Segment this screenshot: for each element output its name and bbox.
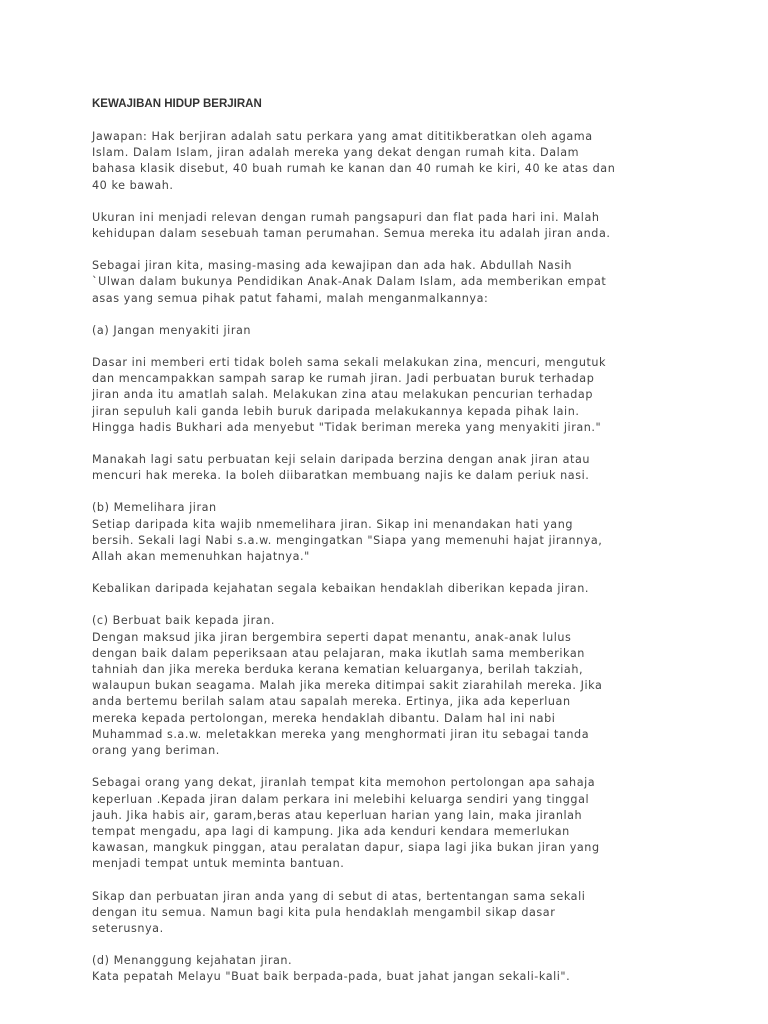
text-line: jauh. Jika habis air, garam,beras atau keperluan harian yang lain, maka jiranlah [92, 808, 583, 822]
text-line: 40 ke bawah. [92, 178, 174, 192]
text-line: kehidupan dalam sesebuah taman perumahan. Semua mereka itu adalah jiran anda. [92, 227, 611, 241]
paragraph [92, 323, 692, 339]
text-line: bersih. Sekali lagi Nabi s.a.w. mengingatkan "Siapa yang memenuhi hajat jirannya, [92, 533, 603, 547]
text-line: Hingga hadis Bukhari ada menyebut "Tidak beriman mereka yang menyakiti jiran." [92, 420, 602, 434]
text-line: jiran anda itu amatlah salah. Melakukan zina atau melakukan pencurian terhadap [92, 388, 593, 402]
text-line: mencuri hak mereka. Ia boleh diibaratkan membuang najis ke dalam periuk nasi. [92, 469, 590, 483]
text-line: dengan baik dalam peperiksaan atau pelajaran, maka ikutlah sama memberikan [92, 646, 585, 660]
text-line: walaupun bukan seagama. Malah jika mereka ditimpai sakit ziarahilah mereka. Jika [92, 679, 603, 693]
document-title: KEWAJIBAN HIDUP BERJIRAN [92, 98, 262, 110]
paragraph [92, 210, 692, 242]
text-line: jiran sepuluh kali ganda lebih buruk daripada melakukannya kepada pihak lain. [92, 404, 580, 418]
text-line: mereka kepada pertolongan, mereka hendaklah dibantu. Dalam hal ini nabi [92, 711, 556, 725]
text-line: (a) Jangan menyakiti jiran [92, 323, 252, 337]
document-page [92, 96, 692, 1002]
text-line: Setiap daripada kita wajib nmemelihara jiran. Sikap ini menandakan hati yang [92, 517, 573, 531]
text-line: Sikap dan perbuatan jiran anda yang di sebut di atas, bertentangan sama sekali [92, 889, 586, 903]
text-line: Sebagai jiran kita, masing-masing ada kewajipan dan ada hak. Abdullah Nasih [92, 259, 573, 273]
text-line: dan mencampakkan sampah sarap ke rumah jiran. Jadi perbuatan buruk terhadap [92, 372, 595, 386]
paragraph [92, 889, 692, 938]
text-line: asas yang semua pihak patut fahami, malah menganmalkannya: [92, 291, 489, 305]
text-line: orang yang beriman. [92, 744, 220, 758]
paragraph [92, 581, 692, 597]
text-line: bahasa klasik disebut, 40 buah rumah ke kanan dan 40 rumah ke kiri, 40 ke atas dan [92, 162, 616, 176]
paragraph [92, 613, 692, 759]
text-line: Sebagai orang yang dekat, jiranlah tempat kita memohon pertolongan apa sahaja [92, 776, 596, 790]
text-line: Manakah lagi satu perbuatan keji selain daripada berzina dengan anak jiran atau [92, 453, 591, 467]
paragraph [92, 258, 692, 307]
text-line: Ukuran ini menjadi relevan dengan rumah pangsapuri dan flat pada hari ini. Malah [92, 210, 600, 224]
text-line: tahniah dan jika mereka berduka kerana kematian keluarganya, berilah takziah, [92, 663, 584, 677]
text-line: Kebalikan daripada kejahatan segala kebaikan hendaklah diberikan kepada jiran. [92, 582, 589, 596]
text-line: Dasar ini memberi erti tidak boleh sama sekali melakukan zina, mencuri, mengutuk [92, 356, 607, 370]
text-line: (b) Memelihara jiran [92, 501, 217, 515]
text-line: kawasan, mangkuk pinggan, atau peralatan dapur, siapa lagi jika bukan jiran yang [92, 841, 600, 855]
paragraph [92, 129, 692, 194]
text-line: Allah akan memenuhkan hajatnya." [92, 550, 310, 564]
text-line: tempat mengadu, apa lagi di kampung. Jika ada kenduri kendara memerlukan [92, 824, 570, 838]
paragraph [92, 775, 692, 872]
text-line: `Ulwan dalam bukunya Pendidikan Anak-Anak Dalam Islam, ada memberikan empat [92, 275, 607, 289]
text-line: Islam. Dalam Islam, jiran adalah mereka yang dekat dengan rumah kita. Dalam [92, 146, 580, 160]
text-line: dengan itu semua. Namun bagi kita pula hendaklah mengambil sikap dasar [92, 905, 556, 919]
paragraph [92, 452, 692, 484]
paragraph [92, 500, 692, 565]
paragraph [92, 953, 692, 985]
text-line: seterusnya. [92, 921, 164, 935]
text-line: menjadi tempat untuk meminta bantuan. [92, 857, 345, 871]
paragraph [92, 355, 692, 436]
text-line: (d) Menanggung kejahatan jiran. [92, 954, 293, 968]
text-line: anda bertemu berilah salam atau sapalah mereka. Ertinya, jika ada keperluan [92, 695, 571, 709]
text-line: Dengan maksud jika jiran bergembira seperti dapat menantu, anak-anak lulus [92, 630, 572, 644]
text-line: keperluan .Kepada jiran dalam perkara ini melebihi keluarga sendiri yang tinggal [92, 792, 590, 806]
text-line: Kata pepatah Melayu "Buat baik berpada-pada, buat jahat jangan sekali-kali". [92, 970, 571, 984]
text-line: Jawapan: Hak berjiran adalah satu perkara yang amat dititikberatkan oleh agama [92, 130, 593, 143]
document-body [92, 129, 692, 986]
text-line: Muhammad s.a.w. meletakkan mereka yang menghormati jiran itu sebagai tanda [92, 727, 590, 741]
text-line: (c) Berbuat baik kepada jiran. [92, 614, 275, 628]
